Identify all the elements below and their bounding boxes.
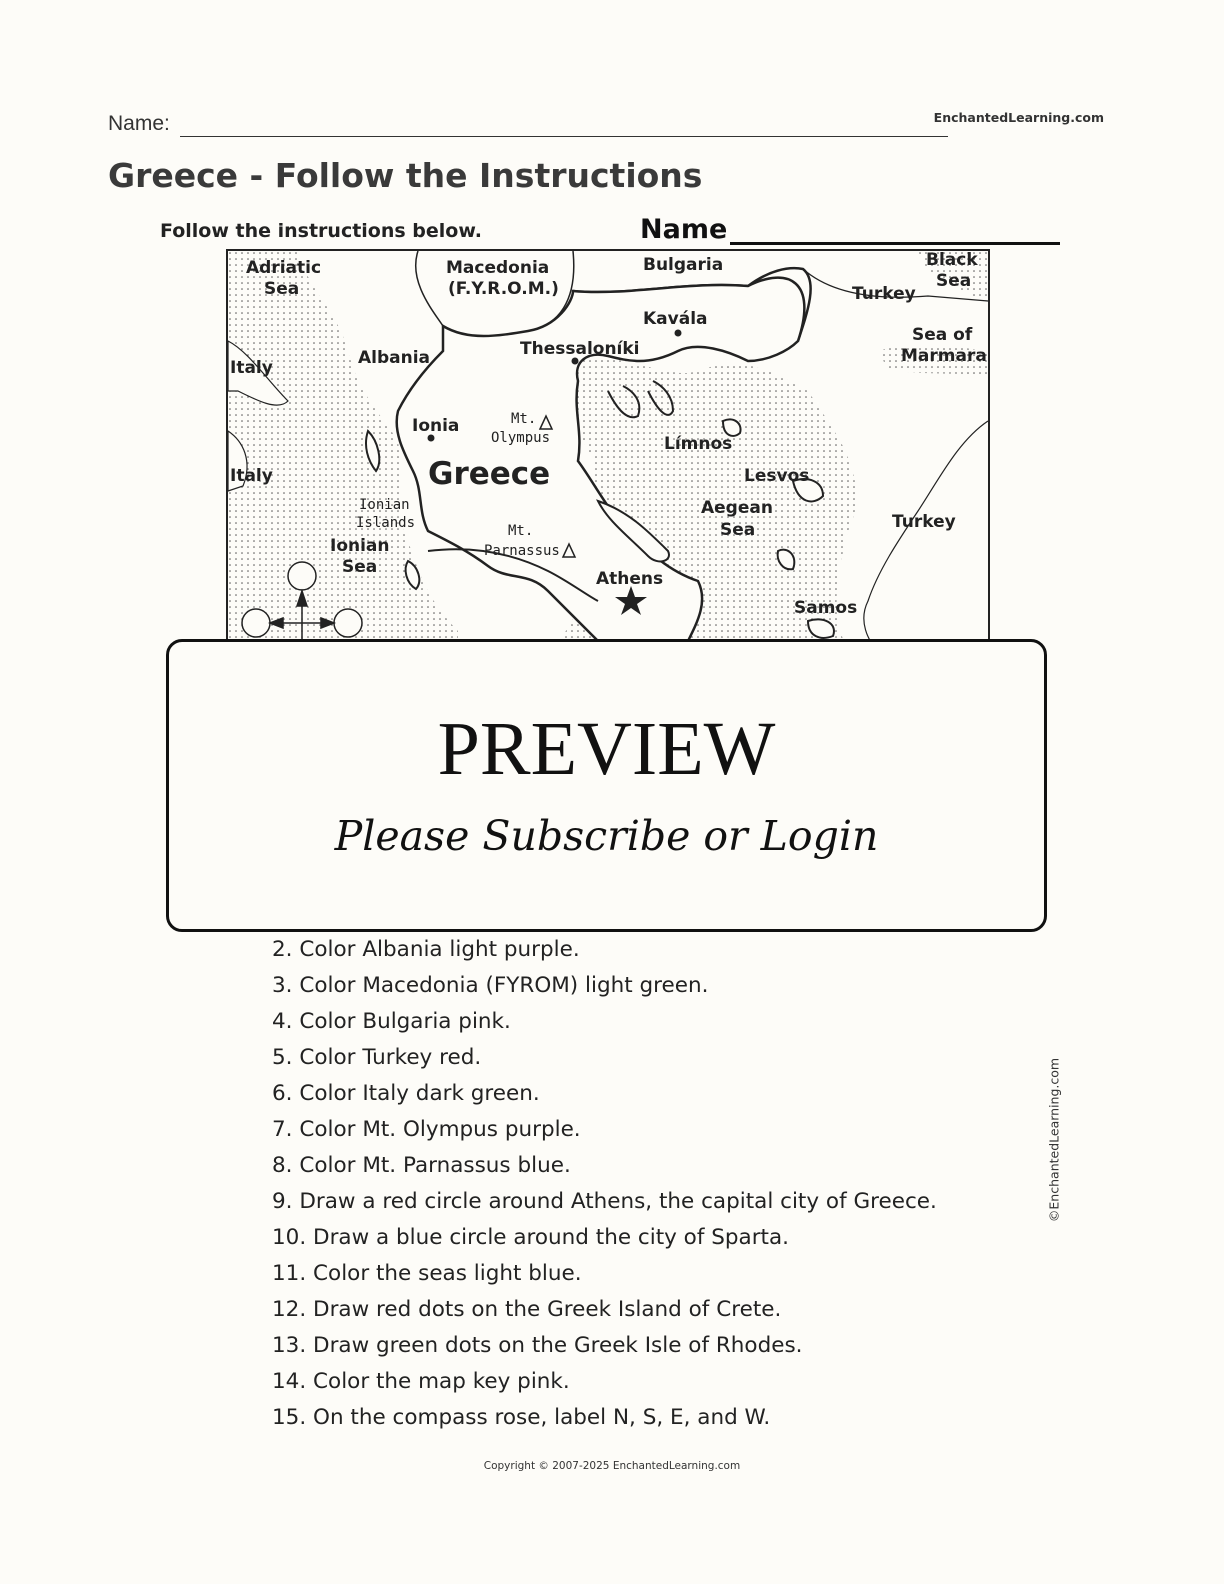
instruction-item: 7. Color Mt. Olympus purple. [272,1117,581,1142]
label-ionia: Ionia [412,416,460,436]
label-adriatic: Adriatic [246,258,322,278]
label-mt-olympus-2: Olympus [491,430,551,446]
label-limnos: Límnos [664,434,733,454]
instruction-item: 12. Draw red dots on the Greek Island of Crete. [272,1297,782,1322]
label-kavala: Kavála [643,309,708,329]
label-mt-parnassus-1: Mt. [508,523,534,539]
name-line[interactable] [180,136,948,137]
brand-link[interactable]: EnchantedLearning.com [933,110,1104,125]
instruction-item: 14. Color the map key pink. [272,1369,570,1394]
label-athens: Athens [596,569,664,589]
name-row [108,110,938,140]
label-italy-north: Italy [230,358,273,378]
label-ionian-sea: Sea [342,557,378,577]
compass-north [288,562,316,590]
preview-subtitle[interactable]: Please Subscribe or Login [334,812,879,860]
instruction-item: 3. Color Macedonia (FYROM) light green. [272,973,709,998]
label-greece: Greece [428,456,551,492]
preview-title: PREVIEW [437,707,776,791]
side-brand: ©EnchantedLearning.com [1046,1057,1062,1223]
compass-west [242,609,270,637]
label-adriatic-sea: Sea [264,279,300,299]
label-ionian-islands-2: Islands [356,515,416,531]
instruction-item: 9. Draw a red circle around Athens, the capital city of Greece. [272,1189,937,1214]
instruction-list [272,937,937,1436]
kavala-dot [675,330,682,337]
label-turkey-south: Turkey [892,512,956,532]
label-samos: Samos [794,598,858,618]
label-aegean: Aegean [701,498,773,518]
greece-map [226,249,990,651]
compass-east [334,609,362,637]
label-ionian: Ionian [330,536,390,556]
map-svg [228,251,988,651]
label-black: Black [926,250,978,270]
label-mt-parnassus-2: Parnassus [484,543,560,559]
name-label: Name: [108,112,170,135]
label-italy-south: Italy [230,466,273,486]
instruction-item: 8. Color Mt. Parnassus blue. [272,1153,571,1178]
label-sea-of: Sea of [912,325,973,345]
label-mt-olympus-1: Mt. [511,411,537,427]
instruction-item: 11. Color the seas light blue. [272,1261,582,1286]
label-thessaloniki: Thessaloníki [520,339,640,359]
label-ionian-islands-1: Ionian [359,497,410,513]
instruction-item: 15. On the compass rose, label N, S, E, and W. [272,1405,771,1430]
worksheet-name-label: Name [640,214,728,245]
preview-overlay[interactable] [166,639,1047,932]
instruction-item: 4. Color Bulgaria pink. [272,1009,511,1034]
label-marmara: Marmara [901,346,987,366]
label-black-sea: Sea [936,271,972,291]
instruction-item: 5. Color Turkey red. [272,1045,482,1070]
instruction-item: 6. Color Italy dark green. [272,1081,540,1106]
label-lesvos: Lesvos [744,466,810,486]
label-fyrom: (F.Y.R.O.M.) [448,279,559,299]
instruction-item: 13. Draw green dots on the Greek Isle of Rhodes. [272,1333,803,1358]
worksheet-intro: Follow the instructions below. [160,220,482,242]
instruction-item: 10. Draw a blue circle around the city of Sparta. [272,1225,789,1250]
label-turkey-north: Turkey [852,284,916,304]
instruction-item: 2. Color Albania light purple. [272,937,580,962]
label-macedonia: Macedonia [446,258,550,278]
copyright: Copyright © 2007-2025 EnchantedLearning.com [483,1460,741,1472]
worksheet-name-line [730,242,1060,245]
label-aegean-sea: Sea [720,520,756,540]
label-bulgaria: Bulgaria [643,255,724,275]
label-albania: Albania [358,348,431,368]
page-title: Greece - Follow the Instructions [108,156,703,195]
